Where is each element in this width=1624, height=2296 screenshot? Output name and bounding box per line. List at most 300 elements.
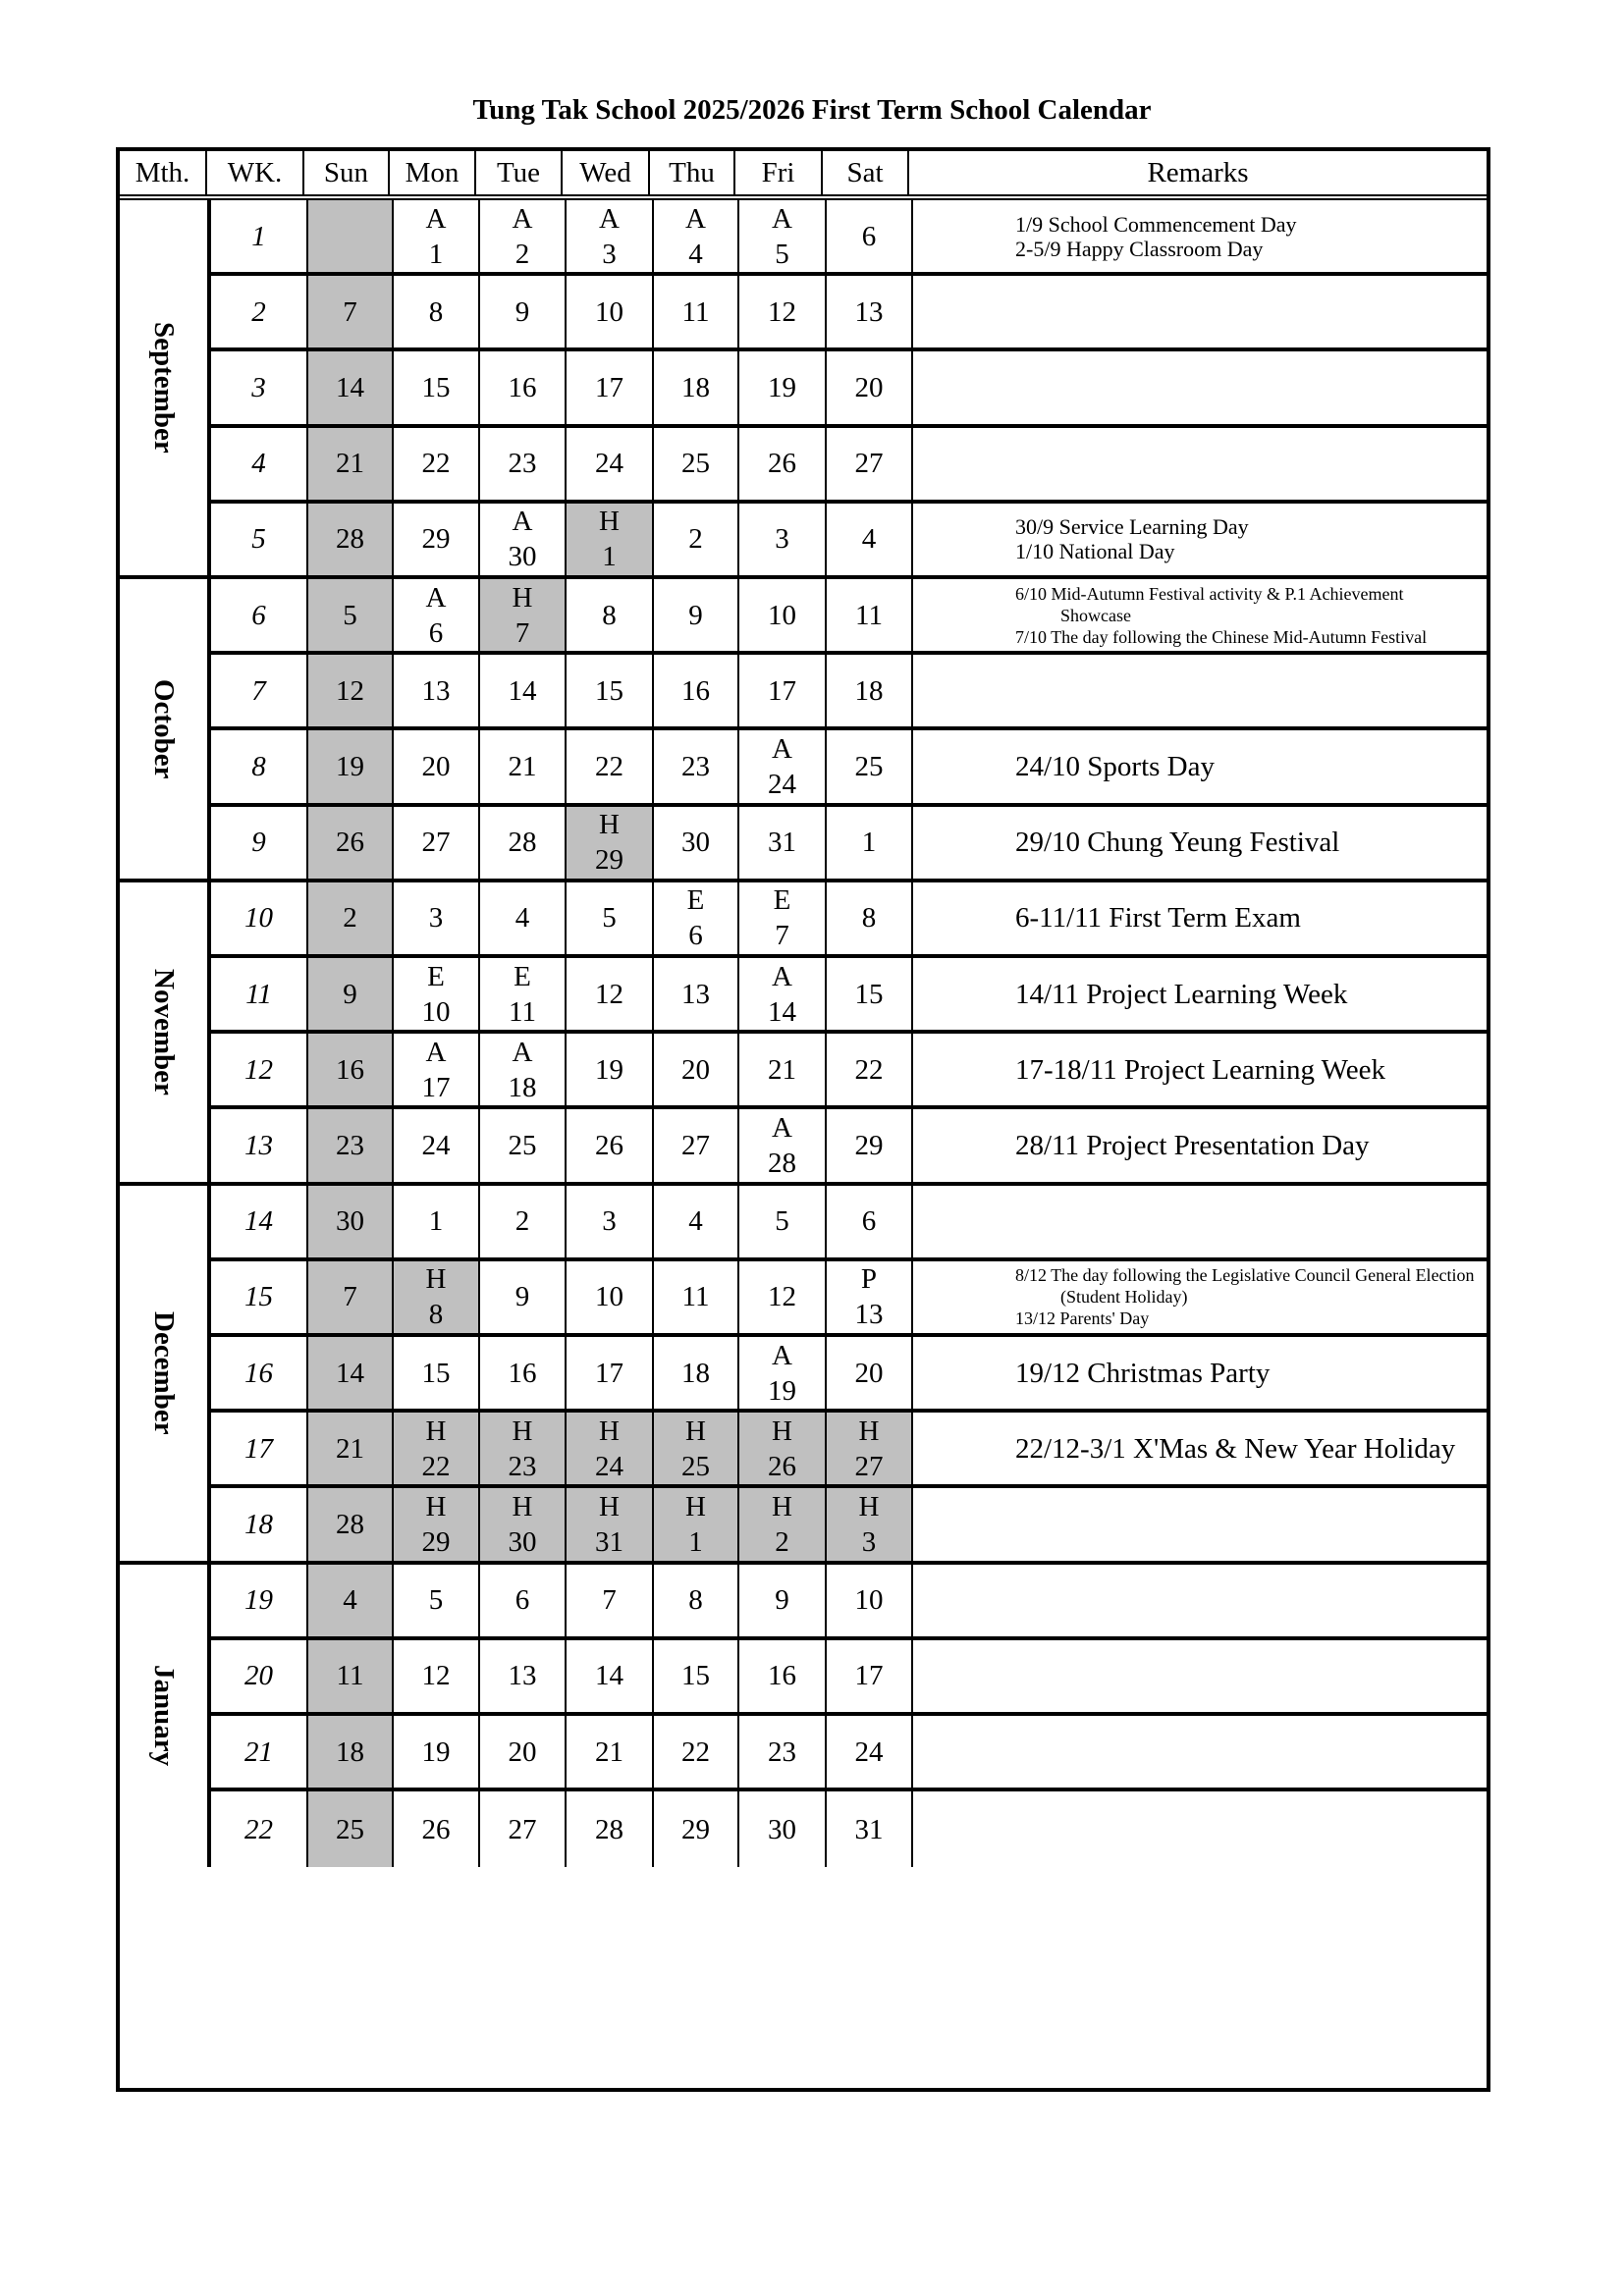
day-marker: H xyxy=(858,1415,880,1447)
day-cell-wed xyxy=(567,200,654,272)
day-cell-tue xyxy=(480,958,567,1030)
day-cell-wed xyxy=(567,1488,654,1560)
day-cell-mon xyxy=(394,1186,480,1257)
day-number: 25 xyxy=(508,1129,537,1161)
day-number: 30 xyxy=(508,541,537,573)
day-cell-thu xyxy=(654,1565,739,1636)
day-cell-thu xyxy=(654,200,739,272)
week-row xyxy=(211,1488,1487,1564)
day-number: 8 xyxy=(688,1584,703,1617)
day-marker: H xyxy=(772,1490,792,1522)
remarks-cell xyxy=(1011,428,1487,500)
day-cell-thu xyxy=(654,1791,739,1867)
day-number: 10 xyxy=(595,1281,623,1313)
day-marker: H xyxy=(512,1415,533,1447)
day-cell-wed xyxy=(567,276,654,347)
day-cell-wed xyxy=(567,1186,654,1257)
day-cell-thu xyxy=(654,1716,739,1788)
day-number: 14 xyxy=(595,1660,623,1692)
day-cell-fri xyxy=(739,1791,827,1867)
day-number: 29 xyxy=(421,1525,451,1558)
day-cell-sun xyxy=(308,1413,394,1484)
day-number: 3 xyxy=(861,1525,877,1558)
week-row xyxy=(211,1640,1487,1716)
day-cell-mon xyxy=(394,730,480,802)
remarks-cell xyxy=(1011,1640,1487,1712)
day-cell-sat xyxy=(827,1791,913,1867)
day-number: 12 xyxy=(768,295,796,328)
day-marker: A xyxy=(512,202,533,235)
remarks-cell xyxy=(1011,1413,1487,1484)
remark-line: 1/9 School Commencement Day xyxy=(1015,211,1297,237)
header-sun: Sun xyxy=(304,151,390,194)
day-marker: H xyxy=(512,581,533,614)
day-cell-mon xyxy=(394,200,480,272)
day-cell-mon xyxy=(394,882,480,954)
day-cell-sun xyxy=(308,504,394,575)
day-number: 23 xyxy=(336,1129,364,1161)
day-cell-fri xyxy=(739,958,827,1030)
day-number: 11 xyxy=(681,295,710,328)
day-cell-sat xyxy=(827,882,913,954)
day-cell-sat xyxy=(827,200,913,272)
day-cell-thu xyxy=(654,730,739,802)
header-fri: Fri xyxy=(735,151,823,194)
week-number: 14 xyxy=(211,1186,308,1257)
week-row xyxy=(211,200,1487,276)
day-number: 8 xyxy=(602,599,617,631)
remark-line: 1/10 National Day xyxy=(1015,539,1175,564)
remarks-cell xyxy=(1011,1565,1487,1636)
day-number: 10 xyxy=(421,995,451,1028)
day-number: 1 xyxy=(861,827,877,859)
day-number: 31 xyxy=(595,1525,623,1558)
month-name: September xyxy=(148,322,180,454)
day-cell-fri xyxy=(739,882,827,954)
day-number: 13 xyxy=(854,295,884,328)
week-number: 13 xyxy=(211,1109,308,1181)
header-wed: Wed xyxy=(563,151,650,194)
calendar-table xyxy=(116,147,1490,2092)
remark-line: 14/11 Project Learning Week xyxy=(1015,978,1348,1010)
week-row xyxy=(211,428,1487,504)
day-cell-thu xyxy=(654,428,739,500)
day-cell-fri xyxy=(739,351,827,423)
day-marker: H xyxy=(599,809,620,841)
day-number: 3 xyxy=(775,523,789,556)
day-marker: A xyxy=(772,1111,792,1144)
day-number: 4 xyxy=(514,902,530,934)
day-cell-wed xyxy=(567,655,654,726)
day-cell-mon xyxy=(394,958,480,1030)
day-cell-sun xyxy=(308,1186,394,1257)
day-number: 2 xyxy=(343,902,357,934)
day-cell-wed xyxy=(567,1413,654,1484)
day-number: 14 xyxy=(508,674,537,707)
day-number: 10 xyxy=(768,599,796,631)
day-cell-fri xyxy=(739,807,827,879)
month-label-december xyxy=(120,1186,211,1565)
day-number: 8 xyxy=(428,1299,444,1331)
day-number: 9 xyxy=(514,295,530,328)
remarks-cell xyxy=(1011,351,1487,423)
week-number: 6 xyxy=(211,579,308,651)
day-cell-fri xyxy=(739,655,827,726)
day-cell-tue xyxy=(480,1186,567,1257)
header-thu: Thu xyxy=(650,151,735,194)
table-header xyxy=(120,151,1487,200)
day-marker: P xyxy=(860,1263,878,1296)
day-cell-sat xyxy=(827,504,913,575)
remarks-cell xyxy=(1011,504,1487,575)
day-number: 28 xyxy=(336,1508,364,1540)
week-row xyxy=(211,807,1487,882)
week-row xyxy=(211,276,1487,351)
day-cell-mon xyxy=(394,1034,480,1105)
day-marker: H xyxy=(599,506,620,538)
day-number: 28 xyxy=(336,523,364,556)
week-row xyxy=(211,1413,1487,1488)
day-number: 17 xyxy=(595,371,623,403)
day-number: 20 xyxy=(854,1357,884,1389)
day-cell-sat xyxy=(827,1565,913,1636)
remarks-cell xyxy=(1011,1034,1487,1105)
day-number: 1 xyxy=(688,1525,703,1558)
remarks-cell xyxy=(1011,730,1487,802)
day-cell-tue xyxy=(480,655,567,726)
day-cell-tue xyxy=(480,1261,567,1333)
day-marker: A xyxy=(512,506,533,538)
week-number: 4 xyxy=(211,428,308,500)
day-number: 11 xyxy=(855,599,883,631)
week-row xyxy=(211,351,1487,427)
day-number: 27 xyxy=(508,1813,537,1845)
day-cell-sat xyxy=(827,1186,913,1257)
day-number: 4 xyxy=(688,238,703,270)
day-cell-sat xyxy=(827,1413,913,1484)
day-number: 17 xyxy=(768,674,796,707)
remarks-cell xyxy=(1011,276,1487,347)
day-number: 20 xyxy=(508,1735,537,1768)
day-cell-sun xyxy=(308,1488,394,1560)
day-number: 13 xyxy=(421,674,451,707)
day-marker: A xyxy=(685,202,706,235)
day-number: 31 xyxy=(854,1813,884,1845)
day-cell-wed xyxy=(567,1640,654,1712)
day-cell-mon xyxy=(394,1261,480,1333)
day-number: 26 xyxy=(768,448,796,480)
day-cell-fri xyxy=(739,504,827,575)
day-number: 24 xyxy=(595,448,623,480)
day-cell-thu xyxy=(654,1413,739,1484)
day-cell-thu xyxy=(654,276,739,347)
week-number: 2 xyxy=(211,276,308,347)
week-number: 21 xyxy=(211,1716,308,1788)
day-number: 23 xyxy=(768,1735,796,1768)
day-cell-mon xyxy=(394,1565,480,1636)
week-number: 18 xyxy=(211,1488,308,1560)
day-cell-thu xyxy=(654,882,739,954)
day-cell-sun xyxy=(308,655,394,726)
day-number: 16 xyxy=(768,1660,796,1692)
day-cell-fri xyxy=(739,1034,827,1105)
day-cell-thu xyxy=(654,579,739,651)
day-cell-fri xyxy=(739,730,827,802)
day-cell-tue xyxy=(480,579,567,651)
day-number: 30 xyxy=(508,1525,537,1558)
day-number: 30 xyxy=(336,1205,364,1238)
day-number: 29 xyxy=(421,523,451,556)
day-cell-tue xyxy=(480,1413,567,1484)
remarks-cell xyxy=(1011,1488,1487,1560)
day-cell-fri xyxy=(739,579,827,651)
day-number: 2 xyxy=(514,1205,530,1238)
day-cell-thu xyxy=(654,1640,739,1712)
day-number: 18 xyxy=(508,1071,537,1103)
month-label-november xyxy=(120,882,211,1186)
day-cell-tue xyxy=(480,428,567,500)
header-tue: Tue xyxy=(476,151,563,194)
day-number: 27 xyxy=(854,1450,884,1482)
day-number: 23 xyxy=(508,448,537,480)
day-cell-mon xyxy=(394,579,480,651)
day-number: 16 xyxy=(681,674,710,707)
day-number: 19 xyxy=(336,750,364,782)
month-label-september xyxy=(120,200,211,579)
day-cell-tue xyxy=(480,276,567,347)
remarks-cell xyxy=(1011,807,1487,879)
day-marker: H xyxy=(685,1415,706,1447)
day-number: 14 xyxy=(336,1357,364,1389)
day-marker: H xyxy=(425,1415,447,1447)
day-marker: A xyxy=(772,732,792,765)
week-row xyxy=(211,1565,1487,1640)
day-cell-sun xyxy=(308,1716,394,1788)
day-number: 13 xyxy=(681,978,710,1010)
week-row xyxy=(211,579,1487,655)
day-number: 20 xyxy=(421,750,451,782)
day-number: 3 xyxy=(428,902,444,934)
day-number: 30 xyxy=(681,827,710,859)
header-sat: Sat xyxy=(823,151,909,194)
day-number: 26 xyxy=(336,827,364,859)
day-cell-sat xyxy=(827,1716,913,1788)
day-cell-thu xyxy=(654,1034,739,1105)
day-cell-sat xyxy=(827,1034,913,1105)
day-marker: A xyxy=(425,202,447,235)
remarks-cell xyxy=(1011,655,1487,726)
day-number: 6 xyxy=(688,920,703,952)
day-number: 19 xyxy=(768,1374,796,1407)
month-label-january xyxy=(120,1565,211,1868)
day-number: 18 xyxy=(854,674,884,707)
day-number: 16 xyxy=(508,371,537,403)
week-number: 7 xyxy=(211,655,308,726)
day-cell-sat xyxy=(827,730,913,802)
day-cell-wed xyxy=(567,1261,654,1333)
remarks-cell xyxy=(1011,1109,1487,1181)
day-cell-thu xyxy=(654,807,739,879)
day-cell-mon xyxy=(394,351,480,423)
week-number: 9 xyxy=(211,807,308,879)
day-cell-thu xyxy=(654,958,739,1030)
day-cell-mon xyxy=(394,1716,480,1788)
remarks-cell xyxy=(1011,1337,1487,1409)
day-cell-sun xyxy=(308,1640,394,1712)
day-cell-mon xyxy=(394,1413,480,1484)
day-number: 15 xyxy=(421,1357,451,1389)
day-cell-wed xyxy=(567,1791,654,1867)
day-marker: H xyxy=(425,1263,447,1296)
day-number: 10 xyxy=(595,295,623,328)
day-number: 23 xyxy=(508,1450,537,1482)
day-number: 12 xyxy=(421,1660,451,1692)
day-number: 11 xyxy=(509,995,536,1028)
day-cell-tue xyxy=(480,1034,567,1105)
day-cell-sat xyxy=(827,958,913,1030)
day-number: 15 xyxy=(681,1660,710,1692)
day-number: 28 xyxy=(768,1147,796,1179)
day-number: 22 xyxy=(595,750,623,782)
day-cell-sun xyxy=(308,428,394,500)
week-row xyxy=(211,882,1487,958)
day-marker: A xyxy=(512,1036,533,1068)
day-cell-tue xyxy=(480,1337,567,1409)
remark-line: 28/11 Project Presentation Day xyxy=(1015,1129,1370,1161)
remark-line: 6-11/11 First Term Exam xyxy=(1015,902,1301,934)
week-row xyxy=(211,655,1487,730)
remark-line: Showcase xyxy=(1060,605,1131,625)
day-cell-fri xyxy=(739,1565,827,1636)
day-number: 23 xyxy=(681,750,710,782)
week-number: 11 xyxy=(211,958,308,1030)
day-number: 16 xyxy=(336,1053,364,1086)
day-number: 21 xyxy=(508,750,537,782)
remarks-cell xyxy=(1011,200,1487,272)
day-number: 22 xyxy=(681,1735,710,1768)
day-cell-wed xyxy=(567,504,654,575)
day-number: 6 xyxy=(514,1584,530,1617)
day-cell-tue xyxy=(480,1640,567,1712)
day-cell-sun xyxy=(308,351,394,423)
remarks-cell xyxy=(1011,958,1487,1030)
day-cell-wed xyxy=(567,1716,654,1788)
day-cell-sat xyxy=(827,1337,913,1409)
day-number: 19 xyxy=(595,1053,623,1086)
day-cell-sat xyxy=(827,351,913,423)
day-number: 12 xyxy=(768,1281,796,1313)
day-number: 7 xyxy=(343,1281,357,1313)
day-cell-mon xyxy=(394,1488,480,1560)
day-number: 1 xyxy=(602,541,617,573)
day-number: 1 xyxy=(428,238,444,270)
day-number: 24 xyxy=(595,1450,623,1482)
day-number: 15 xyxy=(421,371,451,403)
remarks-cell xyxy=(1011,1716,1487,1788)
remarks-cell xyxy=(1011,579,1487,651)
day-number: 17 xyxy=(854,1660,884,1692)
remark-line: 8/12 The day following the Legislative Council General Election xyxy=(1015,1265,1475,1286)
day-cell-sun xyxy=(308,1565,394,1636)
week-number: 1 xyxy=(211,200,308,272)
day-marker: H xyxy=(599,1490,620,1522)
day-number: 6 xyxy=(861,1205,877,1238)
month-name: January xyxy=(148,1665,180,1767)
day-number: 8 xyxy=(861,902,877,934)
day-number: 11 xyxy=(681,1281,710,1313)
day-number: 29 xyxy=(854,1129,884,1161)
day-cell-sat xyxy=(827,1640,913,1712)
day-number: 2 xyxy=(688,523,703,556)
day-cell-sun xyxy=(308,1109,394,1181)
day-number: 24 xyxy=(421,1129,451,1161)
day-cell-wed xyxy=(567,579,654,651)
day-number: 7 xyxy=(343,295,357,328)
day-cell-wed xyxy=(567,882,654,954)
day-cell-mon xyxy=(394,1640,480,1712)
header-mon: Mon xyxy=(390,151,476,194)
day-cell-fri xyxy=(739,1337,827,1409)
week-row xyxy=(211,1791,1487,1867)
day-cell-sun xyxy=(308,807,394,879)
week-row xyxy=(211,958,1487,1034)
day-cell-sat xyxy=(827,1261,913,1333)
day-cell-sat xyxy=(827,579,913,651)
day-cell-mon xyxy=(394,276,480,347)
remarks-cell xyxy=(1011,1261,1487,1333)
remark-line: 24/10 Sports Day xyxy=(1015,750,1215,782)
day-marker: E xyxy=(686,884,705,917)
week-row xyxy=(211,1337,1487,1413)
day-number: 18 xyxy=(681,1357,710,1389)
day-number: 3 xyxy=(602,1205,617,1238)
day-marker: H xyxy=(512,1490,533,1522)
day-marker: H xyxy=(685,1490,706,1522)
week-number: 19 xyxy=(211,1565,308,1636)
day-number: 21 xyxy=(768,1053,796,1086)
remark-line: 19/12 Christmas Party xyxy=(1015,1357,1271,1389)
day-cell-wed xyxy=(567,351,654,423)
day-number: 20 xyxy=(854,371,884,403)
day-number: 21 xyxy=(595,1735,623,1768)
day-number: 10 xyxy=(854,1584,884,1617)
day-number: 28 xyxy=(595,1813,623,1845)
day-cell-sun xyxy=(308,579,394,651)
day-cell-tue xyxy=(480,730,567,802)
day-number: 14 xyxy=(336,371,364,403)
day-cell-fri xyxy=(739,1186,827,1257)
day-cell-sun xyxy=(308,958,394,1030)
week-row xyxy=(211,1109,1487,1185)
day-cell-fri xyxy=(739,1261,827,1333)
day-number: 9 xyxy=(343,978,357,1010)
week-row xyxy=(211,1186,1487,1261)
day-cell-wed xyxy=(567,1034,654,1105)
day-number: 29 xyxy=(681,1813,710,1845)
day-marker: A xyxy=(599,202,620,235)
day-cell-thu xyxy=(654,1488,739,1560)
day-number: 7 xyxy=(602,1584,617,1617)
remark-line: 17-18/11 Project Learning Week xyxy=(1015,1053,1385,1086)
remarks-cell xyxy=(1011,1186,1487,1257)
day-number: 5 xyxy=(602,902,617,934)
day-cell-sun xyxy=(308,276,394,347)
remark-line: 13/12 Parents' Day xyxy=(1015,1308,1150,1329)
day-cell-sun xyxy=(308,1034,394,1105)
week-row xyxy=(211,1716,1487,1791)
day-number: 26 xyxy=(595,1129,623,1161)
day-cell-thu xyxy=(654,655,739,726)
